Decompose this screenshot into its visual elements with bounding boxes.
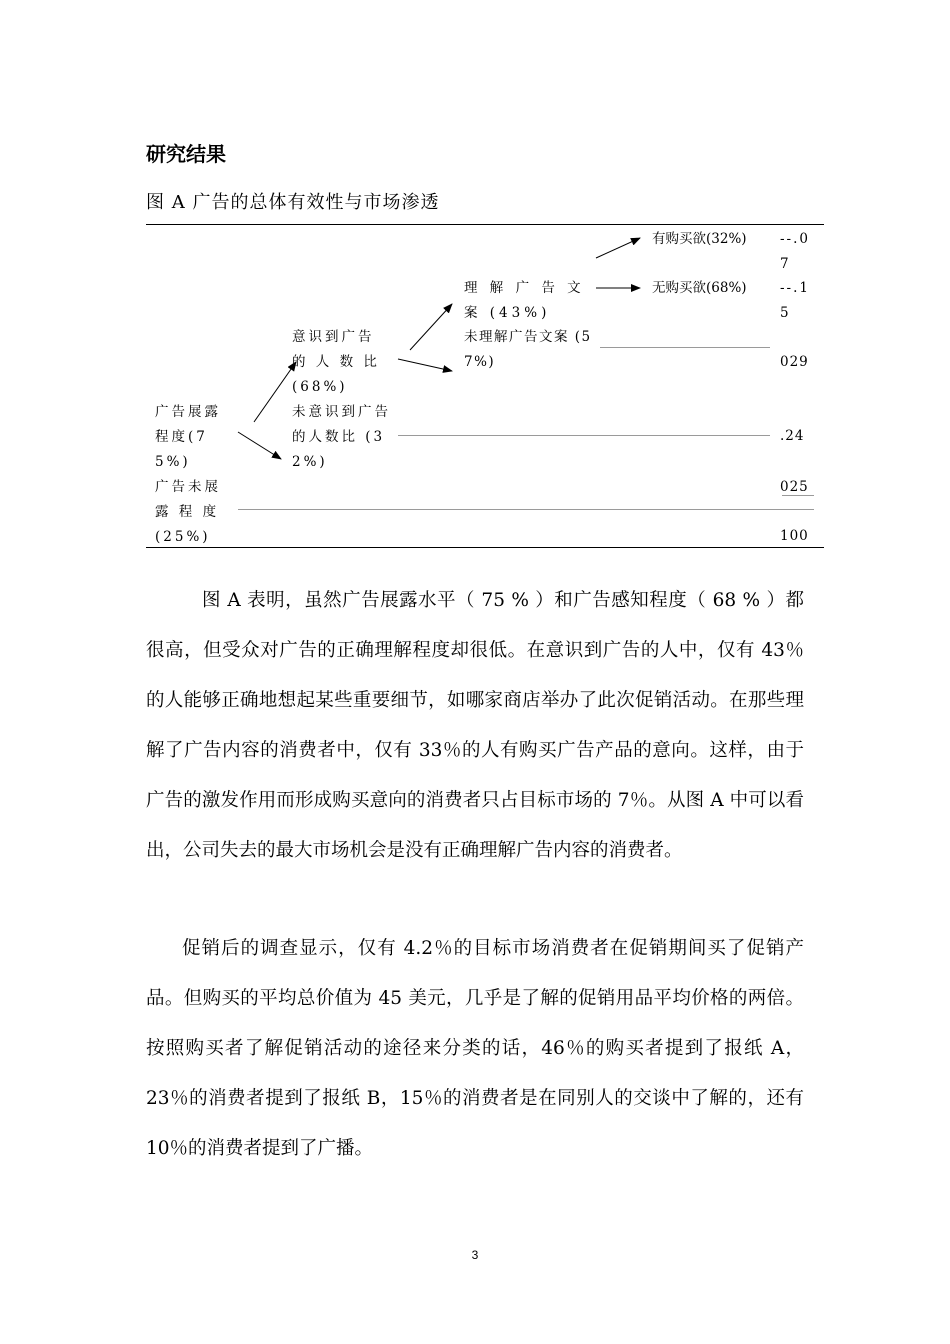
value-buy: --.07: [780, 231, 811, 272]
node-not-understand: 未理解广告文案 (57%): [464, 329, 592, 370]
arrow-aware-to-understand: [410, 304, 452, 350]
figure-title: 图 A 广告的总体有效性与市场渗透: [146, 192, 440, 213]
page-number: 3: [471, 1248, 479, 1262]
node-understand: 理 解 广 告 文 案 (43%): [464, 280, 585, 321]
paragraph-2: 促销后的调查显示，仅有 4.2％的目标市场消费者在促销期间买了促销产品。但购买的平均总价值为 45 美元，几乎是了解的促销用品平均价格的两倍。按照购买者了解促销活动的途径来分类的话，46％的购买者提到了报纸 A，23％的消费者提到了报纸 B，15％的消费者是在同别人的交谈中了解的，还有 10％的消费者提到了广播。: [146, 938, 804, 1159]
arrow-aware-to-not-understand: [398, 359, 452, 371]
node-buy-intent: 有购买欲(32%): [652, 231, 747, 247]
value-unaware: .24: [780, 428, 805, 444]
section-heading: 研究结果: [146, 142, 226, 166]
value-total: 100: [780, 528, 809, 544]
node-unaware: 未意识到广告的人数比 (32%): [292, 404, 391, 470]
value-no-exposure: 025: [780, 479, 809, 495]
node-no-buy-intent: 无购买欲(68%): [652, 280, 747, 296]
node-exposure: 广告展露程度(75%): [155, 404, 221, 470]
value-not-understand: 029: [780, 354, 809, 370]
node-aware: 意识到广告 的 人 数 比 (68%): [292, 329, 380, 395]
arrow-exposure-to-unaware: [238, 432, 281, 459]
arrow-understand-to-buy: [596, 238, 640, 258]
paragraph-1: 图 A 表明，虽然广告展露水平（ 75 % ）和广告感知程度（ 68 % ）都很高，但受众对广告的正确理解程度却很低。在意识到广告的人中，仅有 43％的人能够正确地想起某些重要细节，如哪家商店举办了此次促销活动。在那些理解了广告内容的消费者中，仅有 33％的人有购买广告产品的意向。这样，由于广告的激发作用而形成购买意向的消费者只占目标市场的 7％。从图 A 中可以看出，公司失去的最大市场机会是没有正确理解广告内容的消费者。: [146, 590, 804, 861]
value-no-buy: --.15: [780, 280, 811, 321]
node-no-exposure: 广告未展露 程 度 (25%): [155, 479, 221, 545]
arrow-exposure-to-aware: [254, 362, 296, 422]
